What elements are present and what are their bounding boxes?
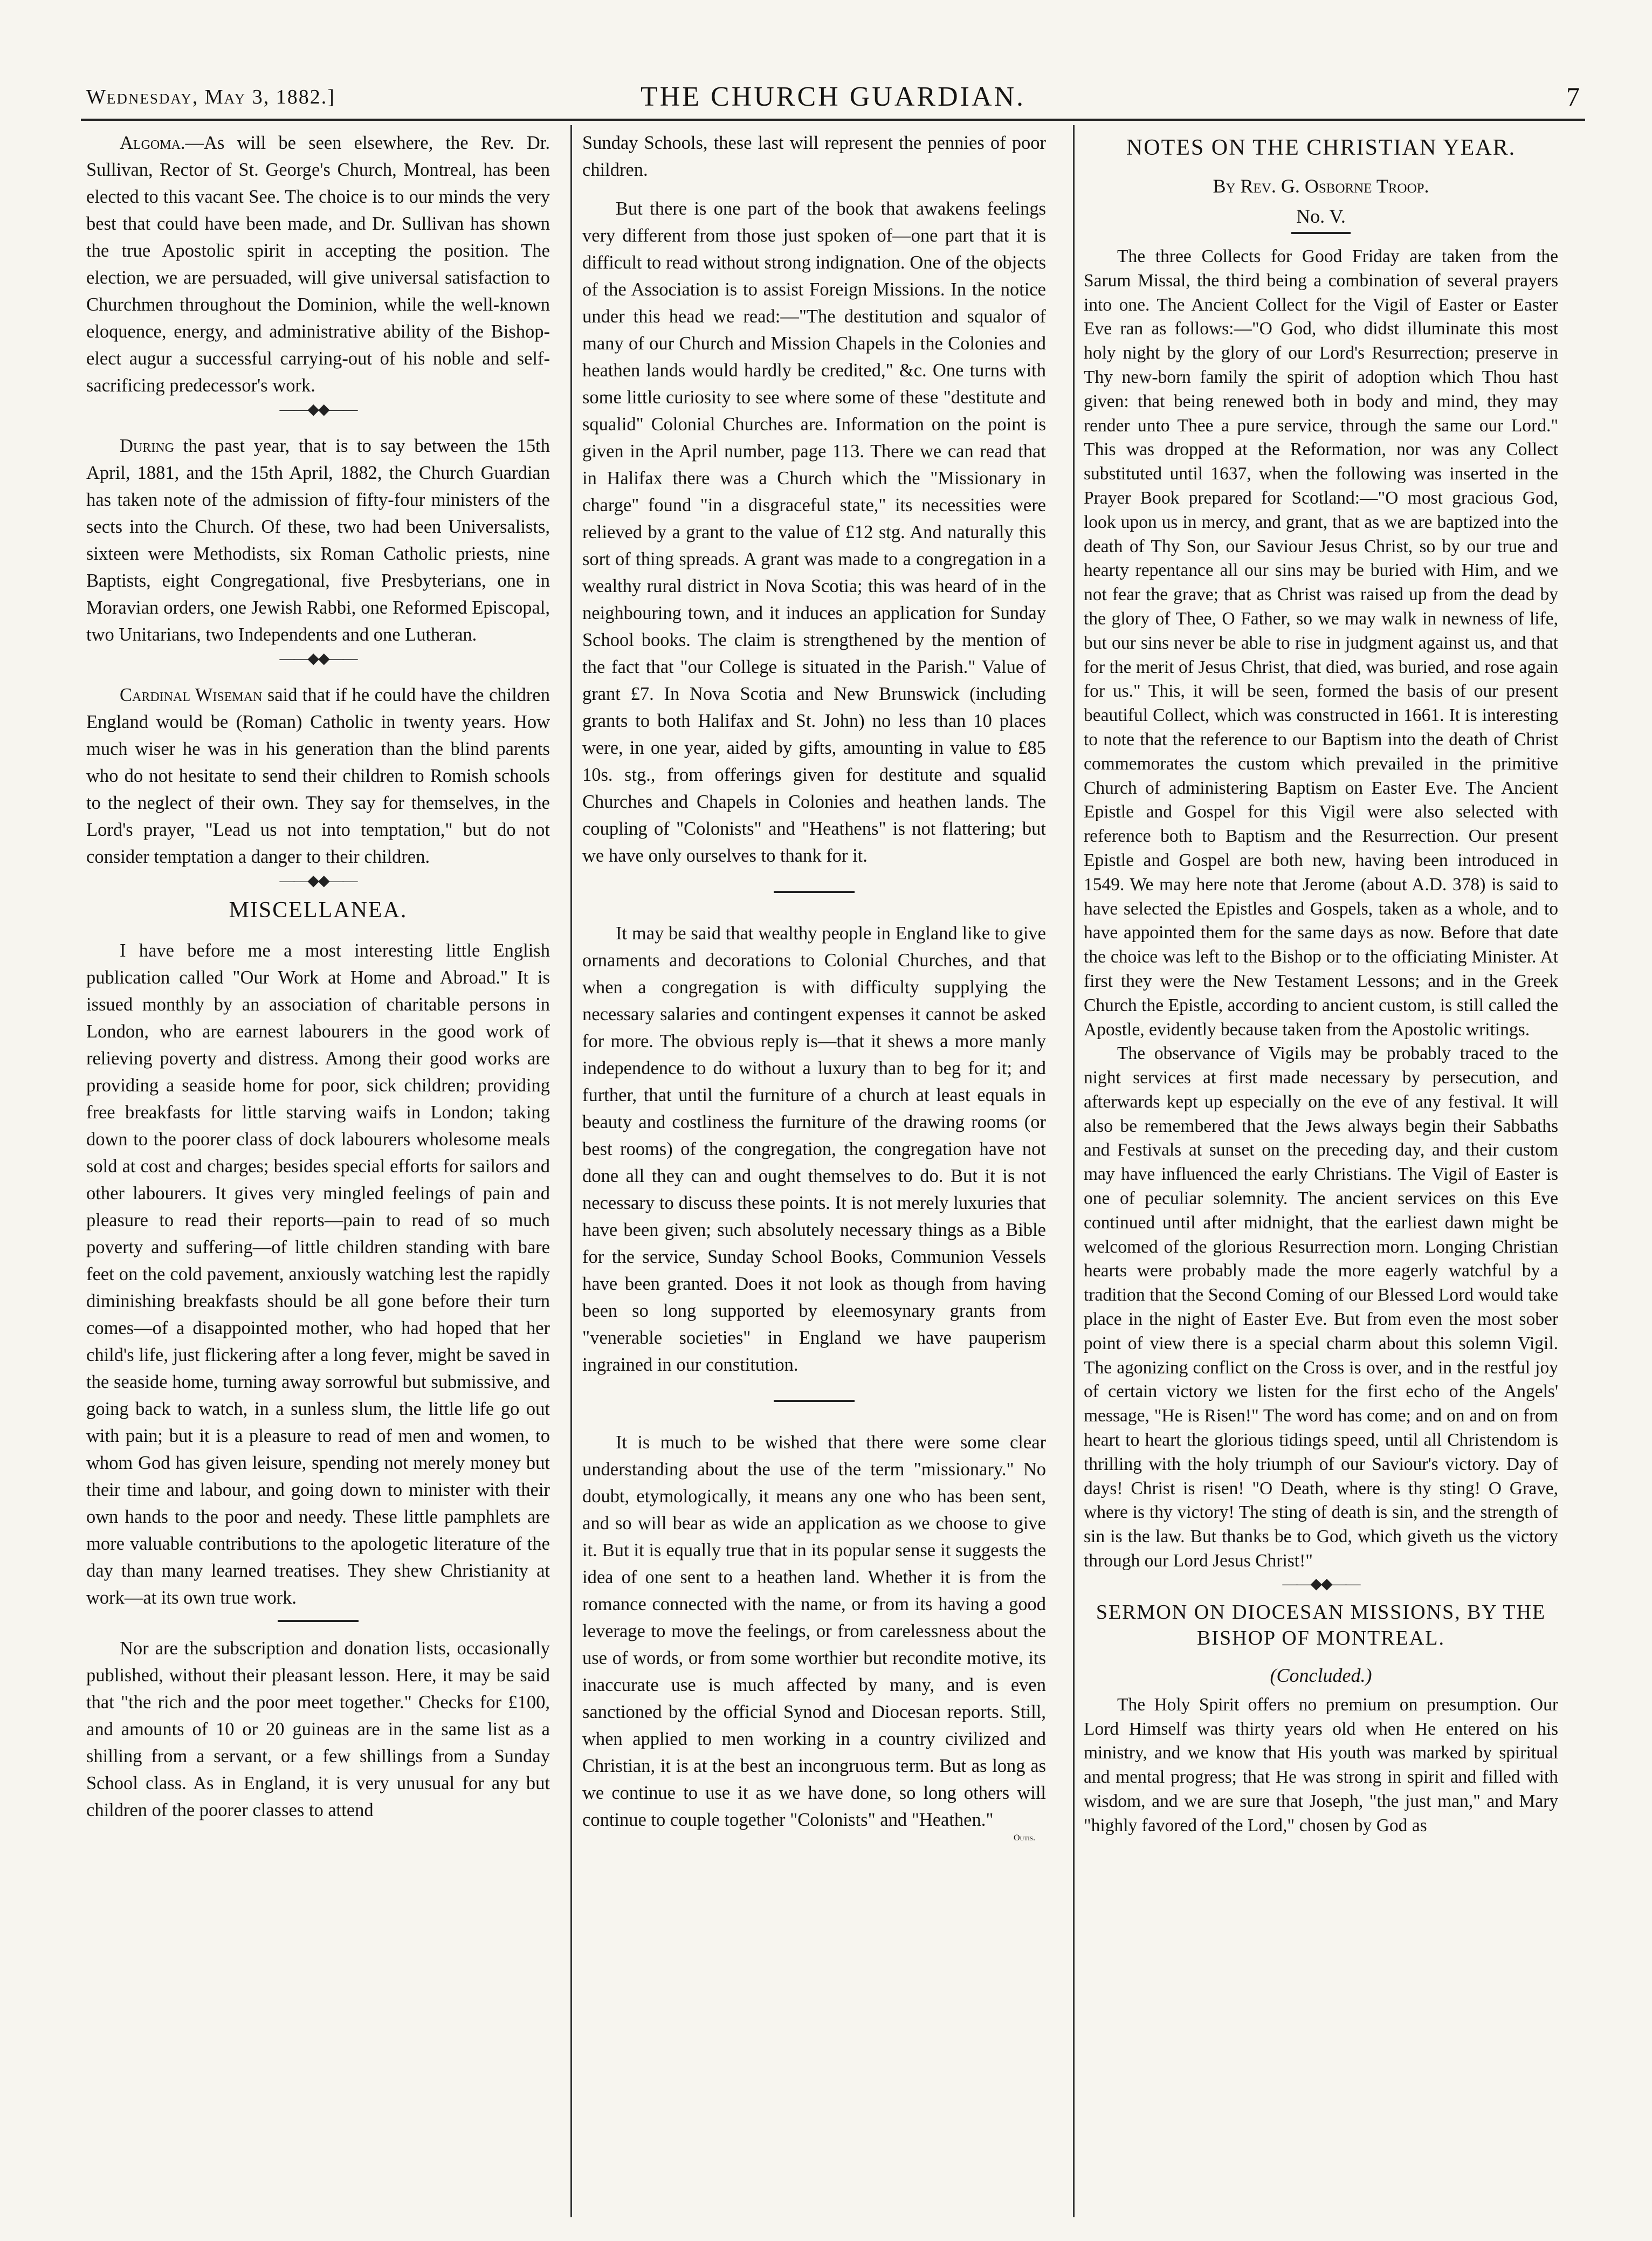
issue-date: Wednesday, May 3, 1882.]	[86, 86, 335, 108]
page-number: 7	[1566, 81, 1580, 112]
miscellanea-heading: MISCELLANEA.	[229, 898, 408, 923]
section-rule	[1291, 232, 1351, 234]
indignation-paragraph: But there is one part of the book that awakens feelings very different from those just spoken of—one part that it is difficult to read without strong indignation. One of the objects of the Association is to assist Foreign Missions. In the notice under this head we read:—"The destitution and squalor of many of our Church and Mission Chapels in the Colonies and heathen lands would hardly be credited," &c. One turns with some little curiosity to see where some of these "destitute and squalid" Colonial Churches are. Information on the point is given in the April number, page 113. There we can read that in Halifax there was a Church which the "Missionary in charge" found "in a disgraceful state," its necessities were relieved by a grant to the value of £12 stg. And naturally this sort of thing spreads. A grant was made to a congregation in a wealthy rural district in Nova Scotia; this was heard of in the neighbouring town, and it induces an application for Sunday School books. The claim is strengthened by the mention of the fact that "our College is situated in the Parish." Value of grant £7. In Nova Scotia and New Brunswick (including grants to both Halifax and St. John) no less than 10 places were, in one year, aided by gifts, amounting in value to £85 10s. stg., from offerings given for destitute and squalid Churches and Chapels in Colonies and heathen lands. The coupling of "Colonists" and "Heathens" is not flattering; but we have only ourselves to thank for it.	[582, 198, 1046, 866]
missionary-paragraph: It is much to be wished that there were some clear understanding about the use of the term "missionary." No doubt, etymologically, it means any one who has been sent, and so will bear as wide an application as we choose to give it. But it is equally true that in its popular sense it suggests the idea of one sent to a heathen land. Whether it is from the romance connected with the name, or from its having a good leverage to move the feelings, or from carelessness about the use of words, or from some worthier but recondite motive, its inaccurate use is much affected by many, and is even sanctioned by the official Synod and Diocesan reports. Still, when applied to men working in a country civilized and Christian, it is at the best an incongruous term. But as long as we continue to use it as we have done, so long others will continue to couple together "Colonists" and "Heathen."	[582, 1432, 1046, 1830]
algoma-text: —As will be seen elsewhere, the Rev. Dr. Sullivan, Rector of St. George's Church, Montreal, has been elected to this vacant See. The choice is to our minds the very best that could have been made, and Dr. Sullivan has shown the true Apostolic spirit in accepting the position. The election, we are persuaded, will give universal satisfaction to Churchmen throughout the Dominion, while the well-known eloquence, energy, and administrative ability of the Bishop-elect augur a successful carrying-out of his noble and self-sacrificing predecessor's work.	[86, 133, 550, 396]
during-text: the past year, that is to say between the 15th April, 1881, and the 15th April, 1882, the Church Guardian has taken note of the admission of fifty-four ministers of the sects into the Church. Of these, two had been Universalists, sixteen were Methodists, six Roman Catholic priests, nine Baptists, eight Congregational, five Presbyterians, one in Moravian orders, one Jewish Rabbi, one Reformed Episcopal, two Unitarians, two Independents and one Lutheran.	[86, 436, 550, 645]
cardinal-text: said that if he could have the children England would be (Roman) Catholic in twenty years. How much wiser he was in his generation than the blind parents who do not hesitate to send their children to Romish schools to the neglect of their own. They say for themselves, in the Lord's prayer, "Lead us not into temptation," but do not consider temptation a danger to their children.	[86, 685, 550, 867]
vigils-paragraph: The observance of Vigils may be probably traced to the night services at first made necessary by persecution, and afterwards kept up especially on the eve of any festival. It will also be remembered that the Jews always begin their Sabbaths and Festivals at sunset on the preceding day, and their custom may have influenced the early Christians. The Vigil of Easter is one of peculiar solemnity. The ancient services on this Eve continued until after midnight, that the earliest dawn might be welcomed of the glorious Resurrection morn. Longing Christian hearts were probably made the more eagerly watchful by a tradition that the Second Coming of our Blessed Lord would take place in the night of Easter Eve. But from even the most sober point of view there is a special charm about this solemn Vigil. The agonizing conflict on the Cross is over, and in the restful joy of certain victory we listen for the first echo of the Angels' message, "He is Risen!" The word has come; and on and on from heart to heart the glorious tidings speed, until all Christendom is thrilling with the holy triumph of our Saviour's victory. Day of days! Christ is risen! "O Death, where is thy sting! O Grave, where is thy victory! The sting of death is sin, and the strength of sin is the law. But thanks be to God, which giveth us the victory through our Lord Jesus Christ!"	[1084, 1043, 1558, 1571]
series-number: No. V.	[1296, 205, 1346, 227]
masthead	[86, 81, 1580, 119]
ornament-divider: ——◆◆——	[279, 650, 357, 667]
christian-year-heading: NOTES ON THE CHRISTIAN YEAR.	[1126, 135, 1516, 160]
during-lead: During	[120, 436, 174, 456]
ornament-divider: ——◆◆——	[279, 401, 357, 418]
column-right	[1084, 129, 1558, 2222]
section-rule	[774, 891, 855, 893]
section-rule	[278, 1620, 359, 1622]
ornament-divider: ——◆◆——	[279, 872, 357, 889]
collects-paragraph: The three Collects for Good Friday are taken from the Sarum Missal, the third being a combination of several prayers into one. The Ancient Collect for the Vigil of Easter or Easter Eve ran as follows:—"O God, who didst illuminate this most holy night by the glory of our Lord's Resurrection; preserve in Thy new-born family the spirit of adoption which Thou hast given: that being renewed both in body and mind, they may render unto Thee a pure service, through the same our Lord." This was dropped at the Reformation, nor was any Collect substituted until 1637, when the following was inserted in the Prayer Book prepared for Scotland:—"O most gracious God, look upon us in mercy, and grant, that as we are baptized into the death of Thy Son, our Saviour Jesus Christ, so by our true and hearty repentance all our sins may be buried with Him, and we not fear the grave; that as Christ was raised up from the dead by the glory of Thee, O Father, so we may walk in newness of life, but our sins never be able to rise in judgment against us, and that for the merit of Jesus Christ, that died, was buried, and rose again for us." This, it will be seen, formed the basis of our present beautiful Collect, which was constructed in 1661. It is interesting to note that the reference to our Baptism into the death of Christ commemorates the custom which prevailed in the primitive Church of administering Baptism on Easter Eve. The Ancient Epistle and Gospel for this Vigil were also selected with reference both to Baptism and the Resurrection. Our present Epistle and Gospel are both new, having been introduced in 1549. We may here note that Jerome (about A.D. 378) is said to have selected the Epistles and Gospels, taken as a whole, and to have appointed them for the same days as now. Before that date the choice was left to the Bishop or to the officiating Minister. At first they were the New Testament Lessons; and in the Greek Church the Epistle, according to ancient custom, is still called the Apostle, evidently because taken from the Apostolic writings.	[1084, 246, 1558, 1040]
sermon-paragraph: The Holy Spirit offers no premium on presumption. Our Lord Himself was thirty years old when He entered on his ministry, and we know that His youth was marked by spiritual and mental progress; that He was strong in spirit and filled with wisdom, and we are sure that Joseph, "the just man," and Mary "highly favored of the Lord," chosen by God as	[1084, 1694, 1558, 1836]
wealthy-paragraph: It may be said that wealthy people in England like to give ornaments and decorations to Colonial Churches, and that when a congregation is with difficulty supplying the necessary salaries and contingent expenses it cannot be asked for more. The obvious reply is—that it shews a more manly independence to do without a luxury than to beg for it; and further, that until the furniture of a church at least equals in beauty and costliness the furniture of the drawing rooms (or best rooms) of the congregation, the congregation have not done all they can and ought themselves to do. But it is not necessary to discuss these points. It is not merely luxuries that have been given; such absolutely necessary things as a Bible for the service, Sunday School Books, Communion Vessels have been granted. Does it not look as though from having been so long supported by eleemosynary grants from "venerable societies" in England we have pauperism ingrained in our constitution.	[582, 923, 1046, 1375]
column-rule	[570, 125, 572, 2217]
newspaper-title: THE CHURCH GUARDIAN.	[640, 81, 1026, 112]
conversions-paragraph	[86, 432, 550, 648]
wiseman-paragraph	[86, 682, 550, 870]
cardinal-lead: Cardinal Wiseman	[120, 685, 263, 705]
byline: By Rev. G. Osborne Troop.	[1213, 175, 1429, 197]
ornament-divider: ——◆◆——	[1282, 1575, 1360, 1592]
column-left	[86, 129, 550, 2222]
concluded-note: (Concluded.)	[1270, 1664, 1372, 1686]
section-rule	[774, 1400, 855, 1402]
column-rule	[1073, 125, 1075, 2217]
algoma-lead: Algoma.	[120, 133, 185, 153]
column-middle	[582, 129, 1046, 2222]
miscellanea-paragraph-1: I have before me a most interesting little English publication called "Our Work at Home and Abroad." It is issued monthly by an association of charitable persons in London, who are earnest labourers in the good work of relieving poverty and distress. Among their good works are providing a seaside home for poor, sick children; providing free breakfasts for little starving waifs in London; taking down to the poorer class of dock labourers wholesome meals sold at cost and charges; besides special efforts for sailors and other labourers. It gives very mingled feelings of pain and pleasure to read their reports—pain to read of so much poverty and suffering—of little children standing with bare feet on the cold pavement, anxiously watching lest the rapidly diminishing breakfasts should be all gone before their turn comes—of a disappointed mother, who had hoped that her child's life, just flickering after a long fever, might be saved in the seaside home, turning away sorrowful but submissive, and going back to watch, in a sunless slum, the little life go out with pain; but it is a pleasure to read of men and women, to whom God has given leisure, spending not merely money but their time and labour, and going down to minister with their own hands to the poor and needy. These little pamphlets are more valuable contributions to the apologetic literature of the day than many learned treatises. They shew Christianity at work—at its own true work.	[86, 940, 550, 1608]
algoma-paragraph	[86, 129, 550, 399]
sermon-heading: SERMON ON DIOCESAN MISSIONS, BY THE BISHOP OF MONTREAL.	[1096, 1600, 1546, 1649]
header-rule	[81, 119, 1585, 121]
continued-paragraph: Sunday Schools, these last will represent the pennies of poor children.	[582, 133, 1046, 180]
signature: Outis.	[1014, 1833, 1035, 1843]
miscellanea-paragraph-2: Nor are the subscription and donation lists, occasionally published, without their pleasant lesson. Here, it may be said that "the rich and the poor meet together." Checks for £100, and amounts of 10 or 20 guineas are in the same list as a shilling from a servant, or a few shillings from a Sunday School class. As in England, it is very unusual for any but children of the poorer classes to attend	[86, 1638, 550, 1820]
